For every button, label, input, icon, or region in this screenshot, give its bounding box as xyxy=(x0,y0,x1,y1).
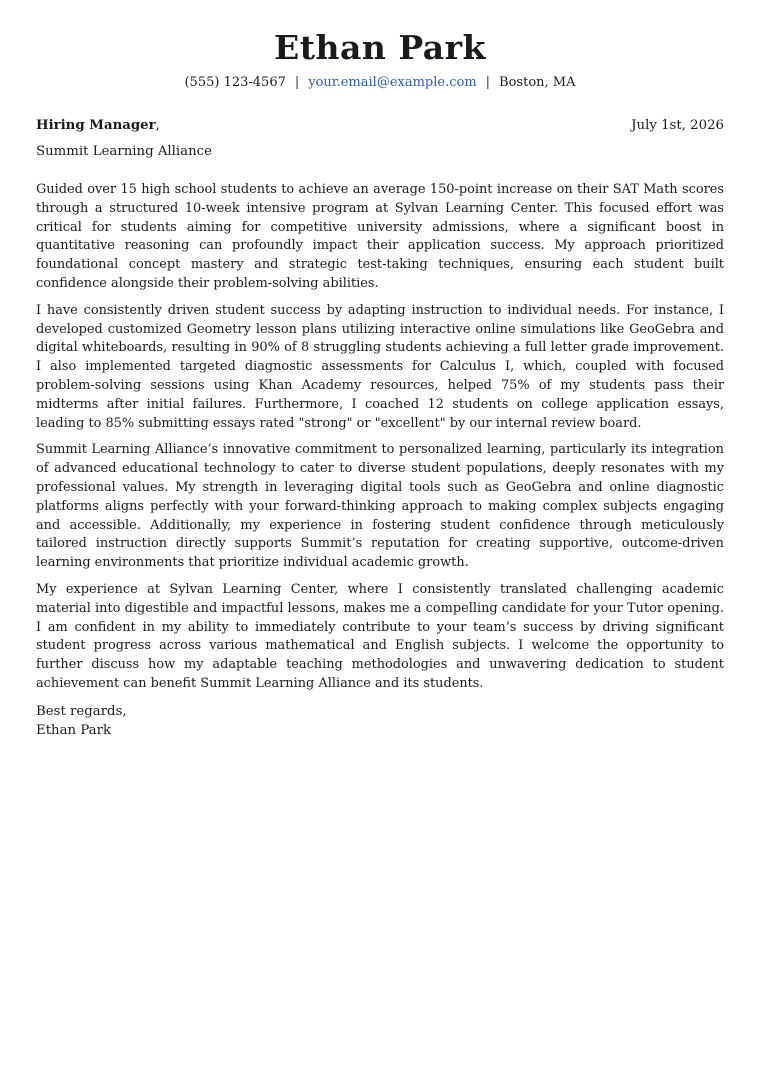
body-paragraph: Summit Learning Alliance’s innovative commitment to personalized learning, particularly its integration of advanced educational technology to cater to diverse student populations, deeply resonates with my professional values. My strength in leveraging digital tools such as GeoGebra and online diagnostic platforms aligns perfectly with your forward-thinking approach to making complex subjects engaging and accessible. Additionally, my experience in fostering student confidence through meticulously tailored instruction directly supports Summit’s reputation for creating supportive, outcome-driven learning environments that prioritize individual academic growth. xyxy=(36,442,724,571)
contact-separator: | xyxy=(485,75,491,90)
closing: Best regards, xyxy=(36,703,127,719)
contact-separator: | xyxy=(294,75,300,90)
body-paragraph: I have consistently driven student success by adapting instruction to individual needs. For instance, I developed customized Geometry lesson plans utilizing interactive online simulations like GeoGebra and digital whiteboards, resulting in 90% of 8 struggling students achieving a full letter grade improvement. I also implemented targeted diagnostic assessments for Calculus I, which, coupled with focused problem-solving sessions using Khan Academy resources, helped 75% of my students pass their midterms after initial failures. Furthermore, I coached 12 students on college application essays, leading to 85% submitting essays rated "strong" or "excellent" by our internal review board. xyxy=(36,302,724,431)
closing-block xyxy=(36,702,724,740)
body-paragraph: Guided over 15 high school students to achieve an average 150-point increase on their SAT Math scores through a structured 10-week intensive program at Sylvan Learning Center. This focused effort was critical for students aiming for competitive university admissions, where a significant boost in quantitative reasoning can profoundly impact their application success. My approach prioritized foundational concept mastery and strategic test-taking techniques, ensuring each student built confidence alongside their problem-solving abilities. xyxy=(36,182,724,291)
recipient: Hiring Manager xyxy=(36,118,156,133)
organization: Summit Learning Alliance xyxy=(36,144,212,159)
phone-number: (555) 123-4567 xyxy=(184,75,286,90)
signature: Ethan Park xyxy=(36,722,112,738)
recipient-punctuation: , xyxy=(155,118,160,133)
location: Boston, MA xyxy=(499,75,576,90)
salutation-row xyxy=(36,116,724,135)
recipient-line xyxy=(36,116,160,135)
applicant-name: Ethan Park xyxy=(274,28,486,67)
letter-body xyxy=(36,181,724,694)
body-paragraph: My experience at Sylvan Learning Center, where I consistently translated challenging academic material into digestible and impactful lessons, makes me a compelling candidate for your Tutor opening. I am confident in my ability to immediately contribute to your team’s success by driving significant student progress across various mathematical and English subjects. I welcome the opportunity to further discuss how my adaptable teaching methodologies and unwavering dedication to student achievement can benefit Summit Learning Alliance and its students. xyxy=(36,581,724,691)
email-link[interactable]: your.email@example.com xyxy=(308,75,477,90)
letter-date: July 1st, 2026 xyxy=(631,118,724,133)
contact-line xyxy=(36,74,724,92)
